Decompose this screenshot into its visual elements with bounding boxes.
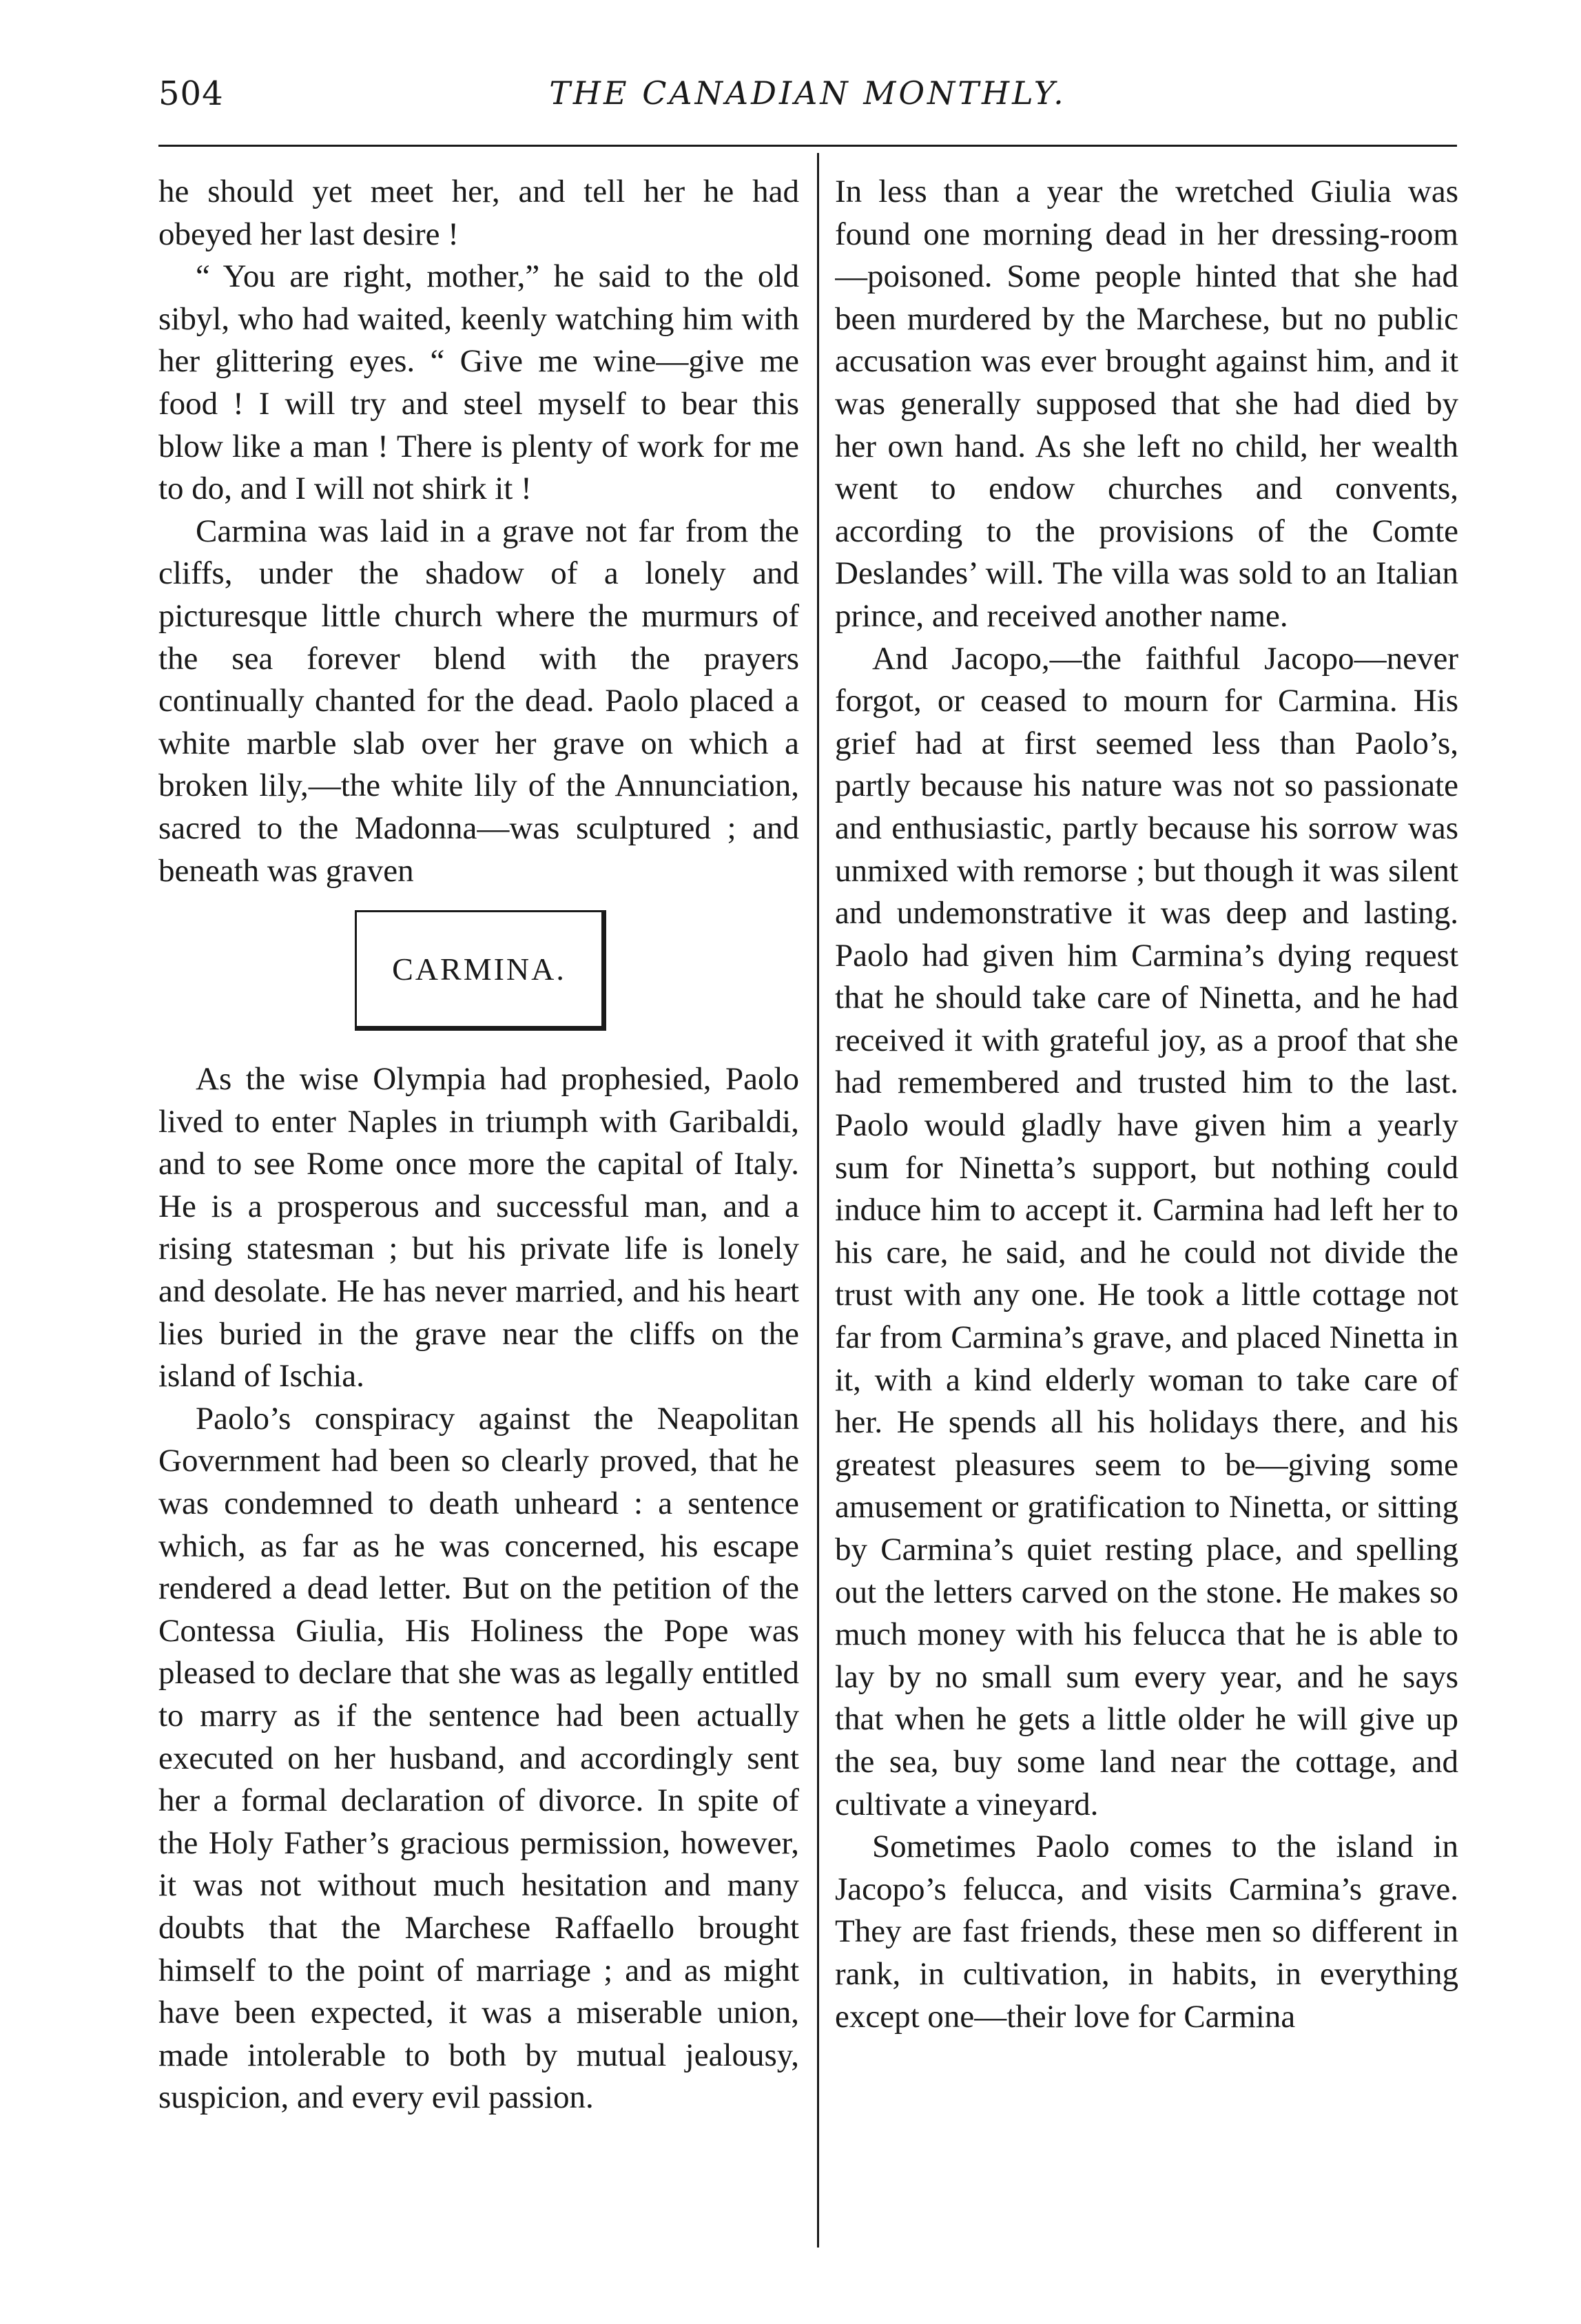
paragraph: In less than a year the wretched Giulia was found one morning dead in her dressing-room—poisoned. Some people hinted that she had been murdered by the Marchese, but no public accusation was ever brought against him, and it was generally supposed that she had died by her own hand. As she left no child, her wealth went to endow churches and convents, according to the provisions of the Comte Deslandes’ will. The villa was sold to an Italian prince, and received another name. [835, 174, 1458, 634]
epitaph-box [158, 910, 799, 1038]
paragraph: Paolo’s conspiracy against the Neapolitan Government had been so clearly proved, that he was condemned to death unheard : a sentence which, as far as he was concerned, his escape rendered a dead letter. But on the petition of the Contessa Giulia, His Holiness the Pope was pleased to declare that she was as legally entitled to marry as if the sentence had been actually executed on her husband, and accordingly sent her a formal declaration of divorce. In spite of the Holy Father’s gracious permission, however, it was not without much hesitation and many doubts that the Marchese Raffaello brought himself to the point of marriage ; and as might have been expected, it was a miserable union, made intolerable to both by mutual jealousy, suspicion, and every evil passion. [158, 1400, 799, 2116]
paragraph: As the wise Olympia had prophesied, Paolo lived to enter Naples in triumph with Garibaldi, and to see Rome once more the capital of Italy. He is a prosperous and successful man, and a rising statesman ; but his private life is lonely and desolate. He has never married, and his heart lies buried in the grave near the cliffs on the island of Ischia. [158, 1061, 799, 1395]
paragraph: “ You are right, mother,” he said to the old sibyl, who had waited, keenly watching him with her glittering eyes. “ Give me wine—give me food ! I will try and steel myself to bear this blow like a man ! There is plenty of work for me to do, and I will not shirk it ! [158, 258, 799, 507]
header-rule [158, 145, 1457, 147]
page-header [158, 74, 1457, 130]
page-number: 504 [158, 74, 224, 113]
running-title: THE CANADIAN MONTHLY. [549, 74, 1066, 112]
column-divider [817, 153, 819, 2248]
right-column [835, 171, 1458, 2238]
left-column [158, 171, 799, 2238]
epitaph-text: CARMINA. [355, 910, 606, 1031]
paragraph: And Jacopo,—the faithful Jacopo—never forgot, or ceased to mourn for Carmina. His grief had at first seemed less than Paolo’s, partly because his nature was not so passionate and enthusiastic, partly because his sorrow was unmixed with remorse ; but though it was silent and undemonstrative it was deep and lasting. Paolo had given him Carmina’s dying request that he should take care of Ninetta, and he had received it with grateful joy, as a proof that she had remembered and trusted him to the last. Paolo would gladly have given him a yearly sum for Ninetta’s support, but nothing could induce him to accept it. Carmina had left her to his care, he said, and he could not divide the trust with any one. He took a little cottage not far from Carmina’s grave, and placed Ninetta in it, with a kind elderly woman to take care of her. He spends all his holidays there, and his greatest pleasures seem to be—giving some amusement or gratification to Ninetta, or sitting by Carmina’s quiet resting place, and spelling out the letters carved on the stone. He makes so much money with his felucca that he is able to lay by no small sum every year, and he says that when he gets a little older he will give up the sea, buy some land near the cottage, and cultivate a vineyard. [835, 640, 1458, 1822]
paragraph: Sometimes Paolo comes to the island in Jacopo’s felucca, and visits Carmina’s grave. They are fast friends, these men so different in rank, in cultivation, in habits, in everything except one—their love for Carmina [835, 1829, 1458, 2035]
paragraph: he should yet meet her, and tell her he had obeyed her last desire ! [158, 174, 799, 252]
paragraph: Carmina was laid in a grave not far from the cliffs, under the shadow of a lonely and picturesque little church where the murmurs of the sea forever blend with the prayers continually chanted for the dead. Paolo placed a white marble slab over her grave on which a broken lily,—the white lily of the Annunciation, sacred to the Madonna—was sculptured ; and beneath was graven [158, 513, 799, 889]
